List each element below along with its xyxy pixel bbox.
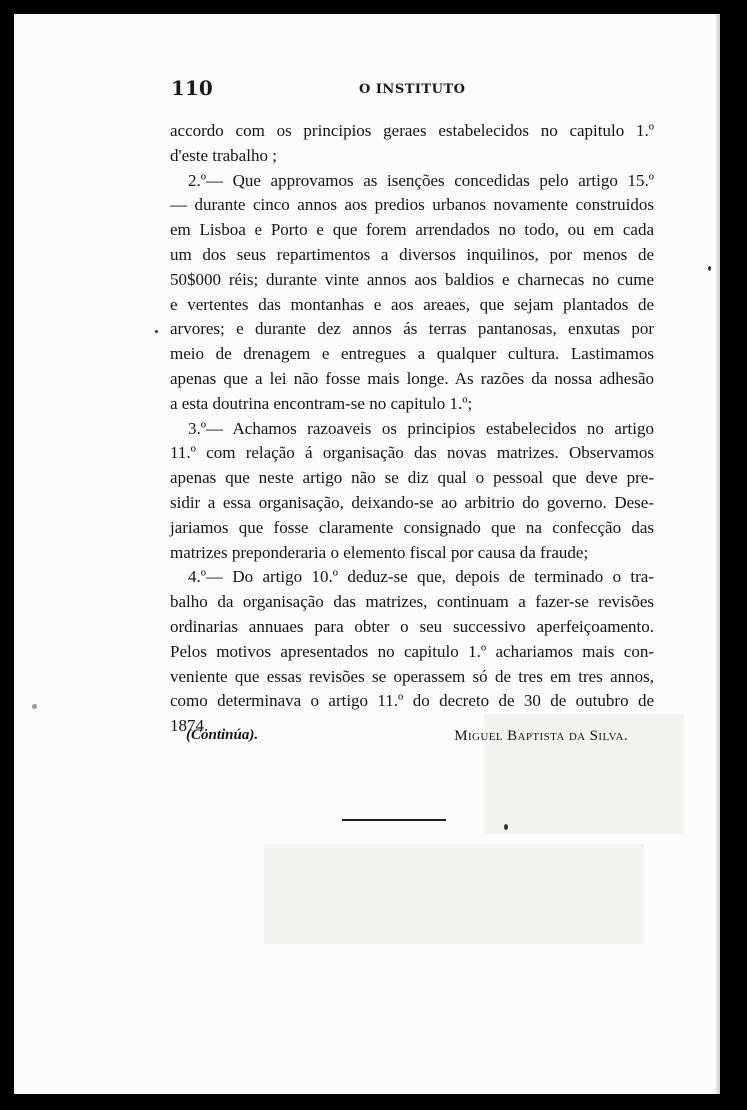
text-line: ordinarias annuaes para obter o seu successivo aperfeiçoamento.: [170, 616, 654, 636]
text-line: 11.º com relação á organisação das novas matrizes. Observamos: [170, 443, 654, 463]
ink-speck: [155, 330, 158, 333]
signature-row: [186, 727, 656, 751]
text-line: d'este trabalho ;: [170, 145, 277, 165]
text-line: a esta doutrina encontram-se no capitulo 1.º;: [170, 393, 473, 413]
page-number: 110: [171, 76, 213, 100]
author-signature: Miguel Baptista da Silva.: [454, 728, 628, 744]
text-line: e vertentes das montanhas e aos areaes, que sejam plantados de: [170, 294, 654, 314]
page-edge: [716, 14, 720, 1094]
section-divider: [342, 819, 446, 821]
text-line: 3.º— Achamos razoaveis os principios estabelecidos no artigo: [188, 418, 654, 438]
text-line: arvores; e durante dez annos ás terras pantanosas, enxutas por: [170, 319, 654, 339]
text-line: meio de drenagem e entregues a qualquer cultura. Lastimamos: [170, 344, 654, 364]
ink-speck: [504, 824, 508, 830]
text-line: balho da organisação das matrizes, continuam a fazer-se revisões: [170, 592, 654, 612]
text-line: em Lisboa e Porto e que forem arrendados no todo, ou em cada: [170, 220, 654, 240]
ink-speck: [708, 266, 711, 271]
text-line: 50$000 réis; durante vinte annos aos baldios e charnecas no cume: [170, 269, 654, 289]
text-line: 1874.: [170, 716, 209, 736]
continued-note: (Continúa).: [186, 727, 259, 743]
text-line: apenas que a lei não fosse mais longe. As razões da nossa adhesão: [170, 368, 654, 388]
body-text: [170, 119, 654, 739]
text-line: veniente que essas revisões se operassem só de tres em tres annos,: [170, 666, 654, 686]
text-line: 4.º— Do artigo 10.º deduz-se que, depois de terminado o tra-: [188, 567, 654, 587]
text-line: um dos seus repartimentos a diversos inquilinos, por menos de: [170, 244, 654, 264]
text-line: apenas que neste artigo não se diz qual o pessoal que deve pre-: [170, 468, 654, 488]
text-line: — durante cinco annos aos predios urbanos novamente construidos: [170, 195, 654, 215]
document-page: [14, 14, 720, 1094]
text-line: accordo com os principios geraes estabelecidos no capitulo 1.º: [170, 121, 654, 140]
ink-speck: [32, 704, 37, 709]
running-title: O INSTITUTO: [359, 82, 466, 97]
text-line: 2.º— Que approvamos as isenções concedidas pelo artigo 15.º: [188, 170, 654, 190]
text-line: sidir a essa organisação, deixando-se ao arbitrio do governo. Dese-: [170, 492, 654, 512]
text-line: como determinava o artigo 11.º do decreto de 30 de outubro de: [170, 691, 654, 711]
text-line: matrizes preponderaria o elemento fiscal por causa da fraude;: [170, 542, 589, 562]
text-line: Pelos motivos apresentados no capitulo 1.º achariamos mais con-: [170, 641, 654, 661]
page-header: [171, 76, 661, 106]
text-line: jariamos que fosse claramente consignado que na confecção das: [170, 517, 654, 537]
bleed-through-shadow: [264, 844, 644, 944]
